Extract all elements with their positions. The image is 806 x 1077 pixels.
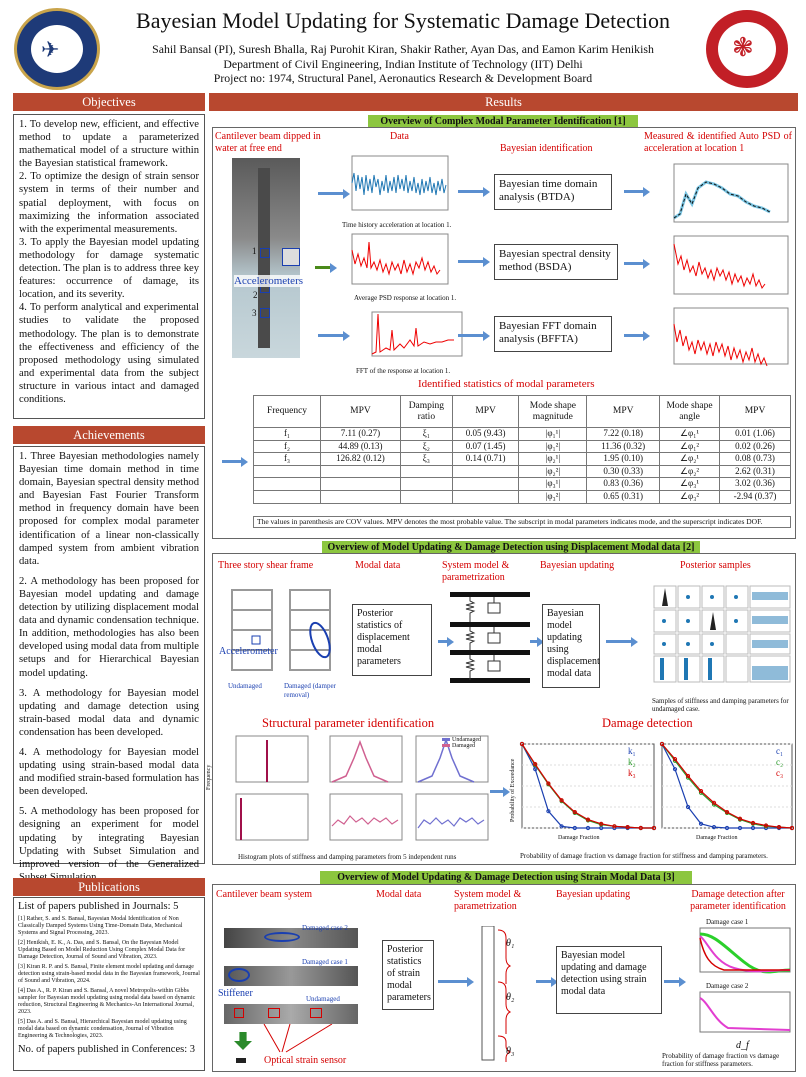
table-cell: |φ₁¹| bbox=[519, 428, 587, 441]
table-cell: 11.36 (0.32) bbox=[587, 440, 660, 453]
sensor-sample bbox=[236, 1058, 246, 1063]
theta2-label: θ₂ bbox=[506, 992, 515, 1003]
table-cell bbox=[321, 478, 401, 491]
k-legend-1: k₁ bbox=[628, 746, 636, 756]
publications-box bbox=[13, 897, 205, 1071]
table-header-row bbox=[254, 396, 791, 428]
damage3-label: Damage detection after parameter identification bbox=[690, 889, 786, 912]
hist-caption: Histogram plots of stiffness and damping parameters from 5 independent runs bbox=[238, 853, 457, 861]
fft-plot bbox=[358, 308, 466, 368]
c-legend-1: c₁ bbox=[776, 746, 784, 756]
iitd-logo bbox=[706, 10, 788, 88]
conferences-count: No. of papers published in Conferences: 3 bbox=[18, 1044, 195, 1055]
table-row bbox=[254, 478, 791, 491]
table-cell: f₂ bbox=[254, 440, 321, 453]
accelerometers-label: Accelerometers bbox=[234, 275, 304, 287]
objective-item: 4. To perform analytical and experimental studies to validate the proposed methodology. The plan is to demonstrate the effectiveness and efficiency of the proposed methodology using simulated and experimental data from the subject structure in various intact and damaged conditions. bbox=[19, 302, 199, 405]
bayes-label: Bayesian identification bbox=[500, 143, 593, 154]
table-cell bbox=[400, 478, 452, 491]
legend-damaged: Damaged bbox=[452, 743, 475, 749]
table-header: Damping ratio bbox=[400, 396, 452, 428]
system-model-diagram bbox=[450, 592, 530, 684]
table-cell bbox=[321, 490, 401, 503]
stats-title: Identified statistics of modal parameters bbox=[418, 378, 595, 390]
table-row bbox=[254, 428, 791, 441]
k-legend-3: k₃ bbox=[628, 768, 636, 778]
beam-label: Cantilever beam dipped in water at free end bbox=[215, 131, 321, 154]
modal-label: Modal data bbox=[355, 560, 401, 571]
arrow-fft bbox=[458, 334, 484, 337]
ylabel-exceed: Probability of Exceedance bbox=[510, 758, 516, 822]
btda-box: Bayesian time domain analysis (BTDA) bbox=[494, 174, 612, 210]
arrow-time bbox=[458, 190, 484, 193]
marker-2: 2 bbox=[253, 290, 258, 300]
authors: Sahil Bansal (PI), Suresh Bhalla, Raj Purohit Kiran, Shakir Rather, Ayan Das, and Eamon Karim Henikish bbox=[152, 42, 654, 56]
damaged-case2-label: Damaged case 2 bbox=[302, 924, 348, 932]
modal-stats-table bbox=[253, 395, 791, 504]
table-cell bbox=[452, 465, 518, 478]
table-cell bbox=[400, 465, 452, 478]
department: Department of Civil Engineering, Indian Institute of Technology (IIT) Delhi bbox=[223, 57, 583, 71]
arrow-bsda bbox=[624, 262, 644, 265]
posterior-caption: Samples of stiffness and damping parameters for undamaged case. bbox=[652, 697, 789, 713]
table-cell: 0.14 (0.71) bbox=[452, 453, 518, 466]
xlabel-damage-k: Damage Fraction bbox=[558, 835, 600, 841]
table-cell: |φ₂¹| bbox=[519, 453, 587, 466]
sensor-inset bbox=[282, 248, 300, 266]
arrow-modal-system bbox=[438, 640, 448, 643]
table-cell: |φ₃²| bbox=[519, 490, 587, 503]
achievement-item: 4. A methodology for Bayesian model updating using strain-based modal data and modified strain-based formulation has been developed. bbox=[19, 746, 199, 798]
sensor-lines bbox=[240, 1024, 360, 1058]
undamaged-label: Undamaged bbox=[228, 682, 262, 690]
table-cell: 44.89 (0.13) bbox=[321, 440, 401, 453]
bayes3-label: Bayesian updating bbox=[556, 889, 631, 900]
stiffener-label: Stiffener bbox=[218, 988, 253, 999]
theta3-label: θ₃ bbox=[506, 1046, 515, 1057]
table-cell: ∠φ₁² bbox=[660, 440, 720, 453]
table-cell: f₁ bbox=[254, 428, 321, 441]
publication-item: [5] Das A. and S. Bansal, Hierarchical Bayesian model updating using modal data based on dynamic condensation, Journal of Vibration Engineering & Technologies, 2023. bbox=[18, 1019, 187, 1039]
theta1-label: θ₁ bbox=[506, 938, 515, 949]
marker-3: 3 bbox=[252, 308, 257, 318]
data-label: Data bbox=[390, 131, 409, 142]
table-cell bbox=[452, 478, 518, 491]
strain-damage-caption: Probability of damage fraction vs damage fraction for stiffness parameters. bbox=[662, 1052, 780, 1068]
emblem-icon: ❃ bbox=[732, 33, 754, 62]
section3-title: Overview of Model Updating & Damage Detection using Strain Modal Data [3] bbox=[320, 871, 692, 885]
df-label: d_f bbox=[736, 1040, 749, 1051]
objective-item: 2. To optimize the design of strain sensor system in terms of their number and spatial deployment, with focus on maximizing the information associated with the experimental measurements. bbox=[19, 171, 199, 235]
marker-1: 1 bbox=[252, 246, 257, 256]
posterior-label: Posterior samples bbox=[680, 560, 751, 571]
table-cell: 0.83 (0.36) bbox=[587, 478, 660, 491]
table-cell: f₃ bbox=[254, 453, 321, 466]
table-header: MPV bbox=[720, 396, 791, 428]
table-cell: ∠φ₂¹ bbox=[660, 453, 720, 466]
table-cell: ∠φ₃¹ bbox=[660, 478, 720, 491]
damage-detection-label: Damage detection bbox=[602, 716, 693, 730]
shear-frame-images bbox=[224, 578, 344, 682]
table-cell bbox=[321, 465, 401, 478]
bsda-psd-plot bbox=[652, 232, 792, 304]
arrow-strain-system bbox=[438, 980, 468, 983]
project: Project no: 1974, Structural Panel, Aeronautics Research & Development Board bbox=[213, 71, 593, 85]
c-legend-2: c₂ bbox=[776, 757, 784, 767]
table-cell: 0.02 (0.26) bbox=[720, 440, 791, 453]
xlabel-damage-c: Damage Fraction bbox=[696, 835, 738, 841]
table-cell bbox=[452, 490, 518, 503]
table-cell: 2.62 (0.31) bbox=[720, 465, 791, 478]
objective-item: 3. To apply the Bayesian model updating methodology for damage systematic detection. The plan is to address three key features: occurrence of damage, its location, and its severity. bbox=[19, 236, 199, 301]
arrow-beam-fft bbox=[318, 334, 344, 337]
table-cell: 7.22 (0.18) bbox=[587, 428, 660, 441]
table-cell: ξ₁ bbox=[400, 428, 452, 441]
arrow-table bbox=[222, 460, 242, 463]
damaged-case1-label: Damaged case 1 bbox=[302, 958, 348, 966]
strain-damage-chart-2 bbox=[684, 990, 794, 1040]
arrow-bayes-damage3 bbox=[664, 980, 680, 983]
publication-item: [4] Das A., R. P. Kiran and S. Bansal, A novel Metropolis-within Gibbs sampler for Bayesian model updating using modal data based on dynamic reduction, Structural Engineering & Mechanics-An International Journal, 2023. bbox=[18, 988, 196, 1015]
table-cell: 7.11 (0.27) bbox=[321, 428, 401, 441]
table-cell: 0.01 (1.06) bbox=[720, 428, 791, 441]
table-cell: ∠φ₃² bbox=[660, 490, 720, 503]
table-cell: ξ₃ bbox=[400, 453, 452, 466]
arrow-bffta bbox=[624, 334, 644, 337]
beam-photo-undamaged bbox=[224, 1004, 358, 1024]
posterior-stats-box: Posterior statistics of displacement modal parameters bbox=[352, 604, 432, 676]
publication-item: [3] Kiran R. P. and S. Bansal, Finite element model updating and damage detection using strain-based modal data in the Bayesian framework, Journal of Sound and Vibration, 2024. bbox=[18, 964, 200, 984]
strain-damage-chart-1 bbox=[684, 926, 794, 982]
table-cell bbox=[254, 478, 321, 491]
fft-caption: FFT of the response at location 1. bbox=[356, 367, 451, 375]
ardb-logo bbox=[14, 8, 100, 90]
table-cell bbox=[400, 490, 452, 503]
table-row bbox=[254, 440, 791, 453]
results-heading: Results bbox=[209, 93, 798, 111]
struct-id-label: Structural parameter identification bbox=[262, 716, 435, 730]
bsda-box: Bayesian spectral density method (BSDA) bbox=[494, 244, 618, 280]
arrow-psd bbox=[458, 260, 484, 263]
table-header: MPV bbox=[321, 396, 401, 428]
table-cell: 0.05 (9.43) bbox=[452, 428, 518, 441]
publication-item: [2] Henikish, E. K., A. Das, and S. Bansal, On the Bayesian Model Updating Based on Model Reduction Using Complex Modal Data for Damage Detection, Journal of Sound and Vibration, 2023. bbox=[18, 940, 186, 960]
c-legend-3: c₃ bbox=[776, 768, 784, 778]
page-title: Bayesian Model Updating for Systematic Damage Detection bbox=[136, 8, 670, 33]
objective-item: 1. To develop new, efficient, and effective method to update a parameterized mathematical model of a structure within the Bayesian statistical framework. bbox=[19, 119, 199, 170]
time-caption: Time history acceleration at location 1. bbox=[342, 221, 452, 229]
table-header: Mode shape angle bbox=[660, 396, 720, 428]
table-cell: 0.07 (1.45) bbox=[452, 440, 518, 453]
achievement-item: 3. A methodology for Bayesian model updating and damage detection using strain-based modal data and dynamic condensation has been developed. bbox=[19, 687, 199, 738]
arrow-beam-green bbox=[315, 266, 331, 269]
psd-plot bbox=[338, 230, 450, 294]
freq-axis-label: Frequency bbox=[206, 764, 212, 790]
table-cell: 1.95 (0.10) bbox=[587, 453, 660, 466]
time-history-plot bbox=[338, 152, 450, 224]
table-header: Frequency bbox=[254, 396, 321, 428]
achievement-item: 1. Three Bayesian methodologies namely Bayesian time domain method in time domain, Bayesian spectral density method and Bayesian Fast Fourier Transform method in frequency domain have been proposed for complex modal parameter identification of a linear non-classically damped system from ambient vibration data. bbox=[19, 451, 199, 567]
damage-case2-title: Damage case 2 bbox=[706, 982, 749, 990]
psd-caption: Average PSD response at location 1. bbox=[354, 294, 457, 302]
table-cell bbox=[254, 465, 321, 478]
optical-sensor-label: Optical strain sensor bbox=[264, 1055, 347, 1066]
damage-charts bbox=[506, 740, 794, 844]
undamaged3-label: Undamaged bbox=[306, 995, 340, 1003]
table-cell bbox=[254, 490, 321, 503]
objectives-heading: Objectives bbox=[13, 93, 205, 111]
legend-undamaged: Undamaged bbox=[452, 737, 481, 743]
achievements-box bbox=[13, 446, 205, 870]
table-cell: ξ₂ bbox=[400, 440, 452, 453]
arrow-beam-time bbox=[318, 192, 344, 195]
achievement-item: 2. A methodology has been proposed for Bayesian model updating and damage detection by utilizing displacement modal data and dynamic condensation technique. In addition, methodologies has also been developed using modal data from multiple setups and for Hierarchical Bayesian model updating. bbox=[19, 575, 199, 679]
table-cell: |φ₂²| bbox=[519, 465, 587, 478]
posterior-samples-grid bbox=[640, 582, 792, 692]
section2-title: Overview of Model Updating & Damage Detection using Displacement Modal data [2] bbox=[322, 541, 700, 555]
table-cell: ∠φ₂² bbox=[660, 465, 720, 478]
achievement-item: 5. A methodology has been proposed for designing an experiment for model updating by integrating Bayesian Updating with Subset Simulation and improved version of the Generalized bbox=[19, 806, 199, 870]
table-cell: |φ₁²| bbox=[519, 440, 587, 453]
objectives-box bbox=[13, 114, 205, 419]
header bbox=[0, 0, 806, 92]
damage-caption: Probability of damage fraction vs damage fraction for stiffness and damping parameters. bbox=[520, 852, 768, 860]
plane-icon: ✈ bbox=[41, 37, 60, 62]
table-cell: ∠φ₁¹ bbox=[660, 428, 720, 441]
beam3-label: Cantilever beam system bbox=[216, 889, 313, 900]
table-note: The values in parenthesis are COV values. MPV denotes the most probable value. The subscript in modal parameters indicates mode, and the superscript indicates DOF. bbox=[253, 516, 791, 528]
strain-bayes-box: Bayesian model updating and damage detection using strain modal data bbox=[556, 946, 662, 1014]
table-row bbox=[254, 490, 791, 503]
bayes-disp-box: Bayesian model updating using displacement modal data bbox=[542, 604, 600, 688]
beam-photo-damaged1 bbox=[224, 966, 358, 986]
arrow-system-bayes bbox=[530, 640, 538, 643]
frame-label: Three story shear frame bbox=[218, 560, 314, 571]
journals-count: List of papers published in Journals: 5 bbox=[18, 901, 179, 912]
arrow-hist-damage bbox=[490, 790, 504, 793]
publication-item: [1] Rather, S. and S. Bansal, Bayesian Modal Identification of Non Classically Damped Systems Using Time-Domain Data, Mechanical Systems and Signal Processing, 2023. bbox=[18, 916, 183, 936]
table-row bbox=[254, 453, 791, 466]
arrow-bayes-posterior bbox=[606, 640, 632, 643]
achievements-heading: Achievements bbox=[13, 426, 205, 444]
publications-heading: Publications bbox=[13, 878, 205, 896]
k-legend-2: k₂ bbox=[628, 757, 636, 767]
bffta-box: Bayesian FFT domain analysis (BFFTA) bbox=[494, 316, 612, 352]
btda-psd-plot bbox=[652, 160, 792, 232]
table-cell: 3.02 (0.36) bbox=[720, 478, 791, 491]
damaged-label: Damaged (damper removal) bbox=[284, 682, 336, 699]
section1-title: Overview of Complex Modal Parameter Identification [1] bbox=[368, 115, 638, 129]
bayes-update-label: Bayesian updating bbox=[540, 560, 615, 571]
bffta-psd-plot bbox=[652, 304, 792, 374]
accelerometer-label: Accelerometer bbox=[219, 646, 278, 657]
table-header: MPV bbox=[587, 396, 660, 428]
table-header: Mode shape magnitude bbox=[519, 396, 587, 428]
damage-case1-title: Damage case 1 bbox=[706, 918, 749, 926]
table-cell: 0.08 (0.73) bbox=[720, 453, 791, 466]
table-cell: 0.30 (0.33) bbox=[587, 465, 660, 478]
table-row bbox=[254, 465, 791, 478]
table-cell: |φ₃¹| bbox=[519, 478, 587, 491]
psd-label: Measured & identified Auto PSD of acceleration at location 1 bbox=[644, 131, 792, 154]
system3-label: System model & parametrization bbox=[454, 889, 522, 912]
system-label: System model & parametrization bbox=[442, 560, 510, 583]
arrow-btda bbox=[624, 190, 644, 193]
arrow-system-bayes3 bbox=[536, 980, 552, 983]
table-cell: 126.82 (0.12) bbox=[321, 453, 401, 466]
table-cell: -2.94 (0.37) bbox=[720, 490, 791, 503]
table-header: MPV bbox=[452, 396, 518, 428]
table-cell: 0.65 (0.31) bbox=[587, 490, 660, 503]
strain-posterior-box: Posterior statistics of strain modal parameters bbox=[382, 940, 434, 1010]
modal3-label: Modal data bbox=[376, 889, 422, 900]
